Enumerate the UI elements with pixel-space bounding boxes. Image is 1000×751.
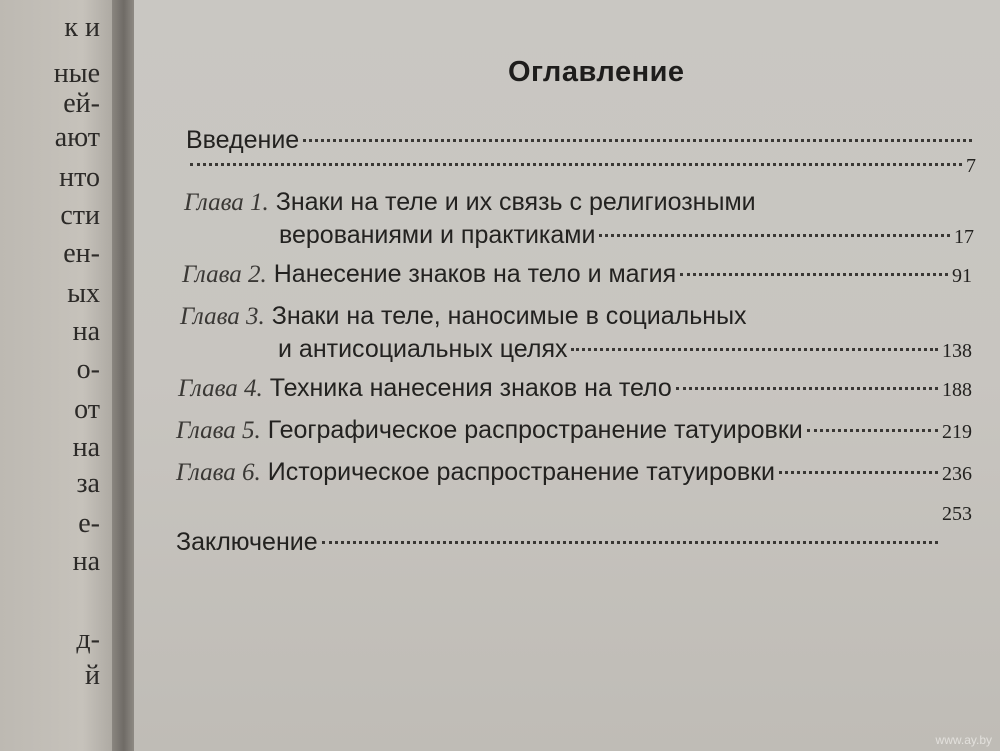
page-number: 7 (966, 155, 976, 177)
page-number: 17 (954, 226, 974, 248)
leader-dots (779, 471, 938, 474)
toc-entry-chapter-1 (184, 186, 974, 253)
entry-title: Знаки на теле, наносимые в социальных (271, 302, 747, 330)
page-number: 253 (942, 503, 972, 525)
page-fragment: на (72, 432, 100, 463)
page-fragment: на (72, 316, 100, 347)
page-number: 91 (952, 265, 972, 287)
page-fragment: на (72, 546, 100, 577)
entry-title: Введение (186, 126, 300, 154)
page-fragment: ей- (63, 88, 100, 119)
page-fragment: за (76, 468, 100, 499)
entry-title: Заключение (176, 528, 318, 556)
page-fragment: ают (54, 122, 100, 153)
page-number: 138 (942, 340, 972, 362)
page-fragment: о- (76, 354, 100, 385)
page-fragment: ен- (63, 238, 100, 269)
page-fragment: нто (59, 162, 100, 193)
leader-dots (571, 348, 938, 351)
previous-page (0, 0, 118, 751)
entry-title: Географическое распространение татуировки (267, 416, 803, 444)
leader-dots (807, 429, 938, 432)
page-fragment: е- (78, 508, 100, 539)
chapter-label: Глава 5. (176, 417, 261, 444)
toc-entry-chapter-5 (176, 414, 972, 448)
chapter-label: Глава 3. (180, 303, 265, 330)
toc-entry-chapter-3 (180, 300, 972, 367)
toc-entry-chapter-4 (178, 372, 972, 406)
page-fragment: д- (76, 624, 100, 655)
page-fragment: ых (67, 278, 100, 309)
leader-dots (190, 163, 962, 166)
chapter-label: Глава 4. (178, 375, 263, 402)
page-number: 219 (942, 421, 972, 443)
leader-dots (303, 139, 972, 142)
chapter-label: Глава 1. (184, 189, 269, 216)
page-fragment: й (85, 660, 100, 691)
toc-entry-chapter-6 (176, 456, 972, 490)
entry-title: Историческое распространение татуировки (267, 458, 775, 486)
page-fragment: сти (60, 200, 100, 231)
toc-entry-conclusion (176, 498, 972, 558)
page-fragment: к и (64, 12, 100, 43)
entry-title: Знаки на теле и их связь с религиозными (275, 188, 756, 216)
page-number: 188 (942, 379, 972, 401)
entry-title: Техника нанесения знаков на тело (269, 374, 672, 402)
entry-title: Нанесение знаков на тело и магия (273, 260, 677, 288)
entry-title: и антисоциальных целях (278, 335, 568, 363)
page-title: Оглавление (508, 56, 685, 88)
page-number: 236 (942, 463, 972, 485)
page-fragment: от (74, 394, 100, 425)
toc-entry-introduction (186, 124, 976, 182)
leader-dots (676, 387, 938, 390)
watermark: www.ay.by (935, 733, 992, 747)
entry-title: верованиями и практиками (279, 221, 596, 249)
page-fragment: ные (53, 58, 100, 89)
chapter-label: Глава 2. (182, 261, 267, 288)
leader-dots (599, 234, 950, 237)
toc-entry-chapter-2 (182, 258, 972, 292)
chapter-label: Глава 6. (176, 459, 261, 486)
leader-dots (322, 541, 938, 544)
leader-dots (680, 273, 948, 276)
toc-page (134, 0, 1000, 751)
